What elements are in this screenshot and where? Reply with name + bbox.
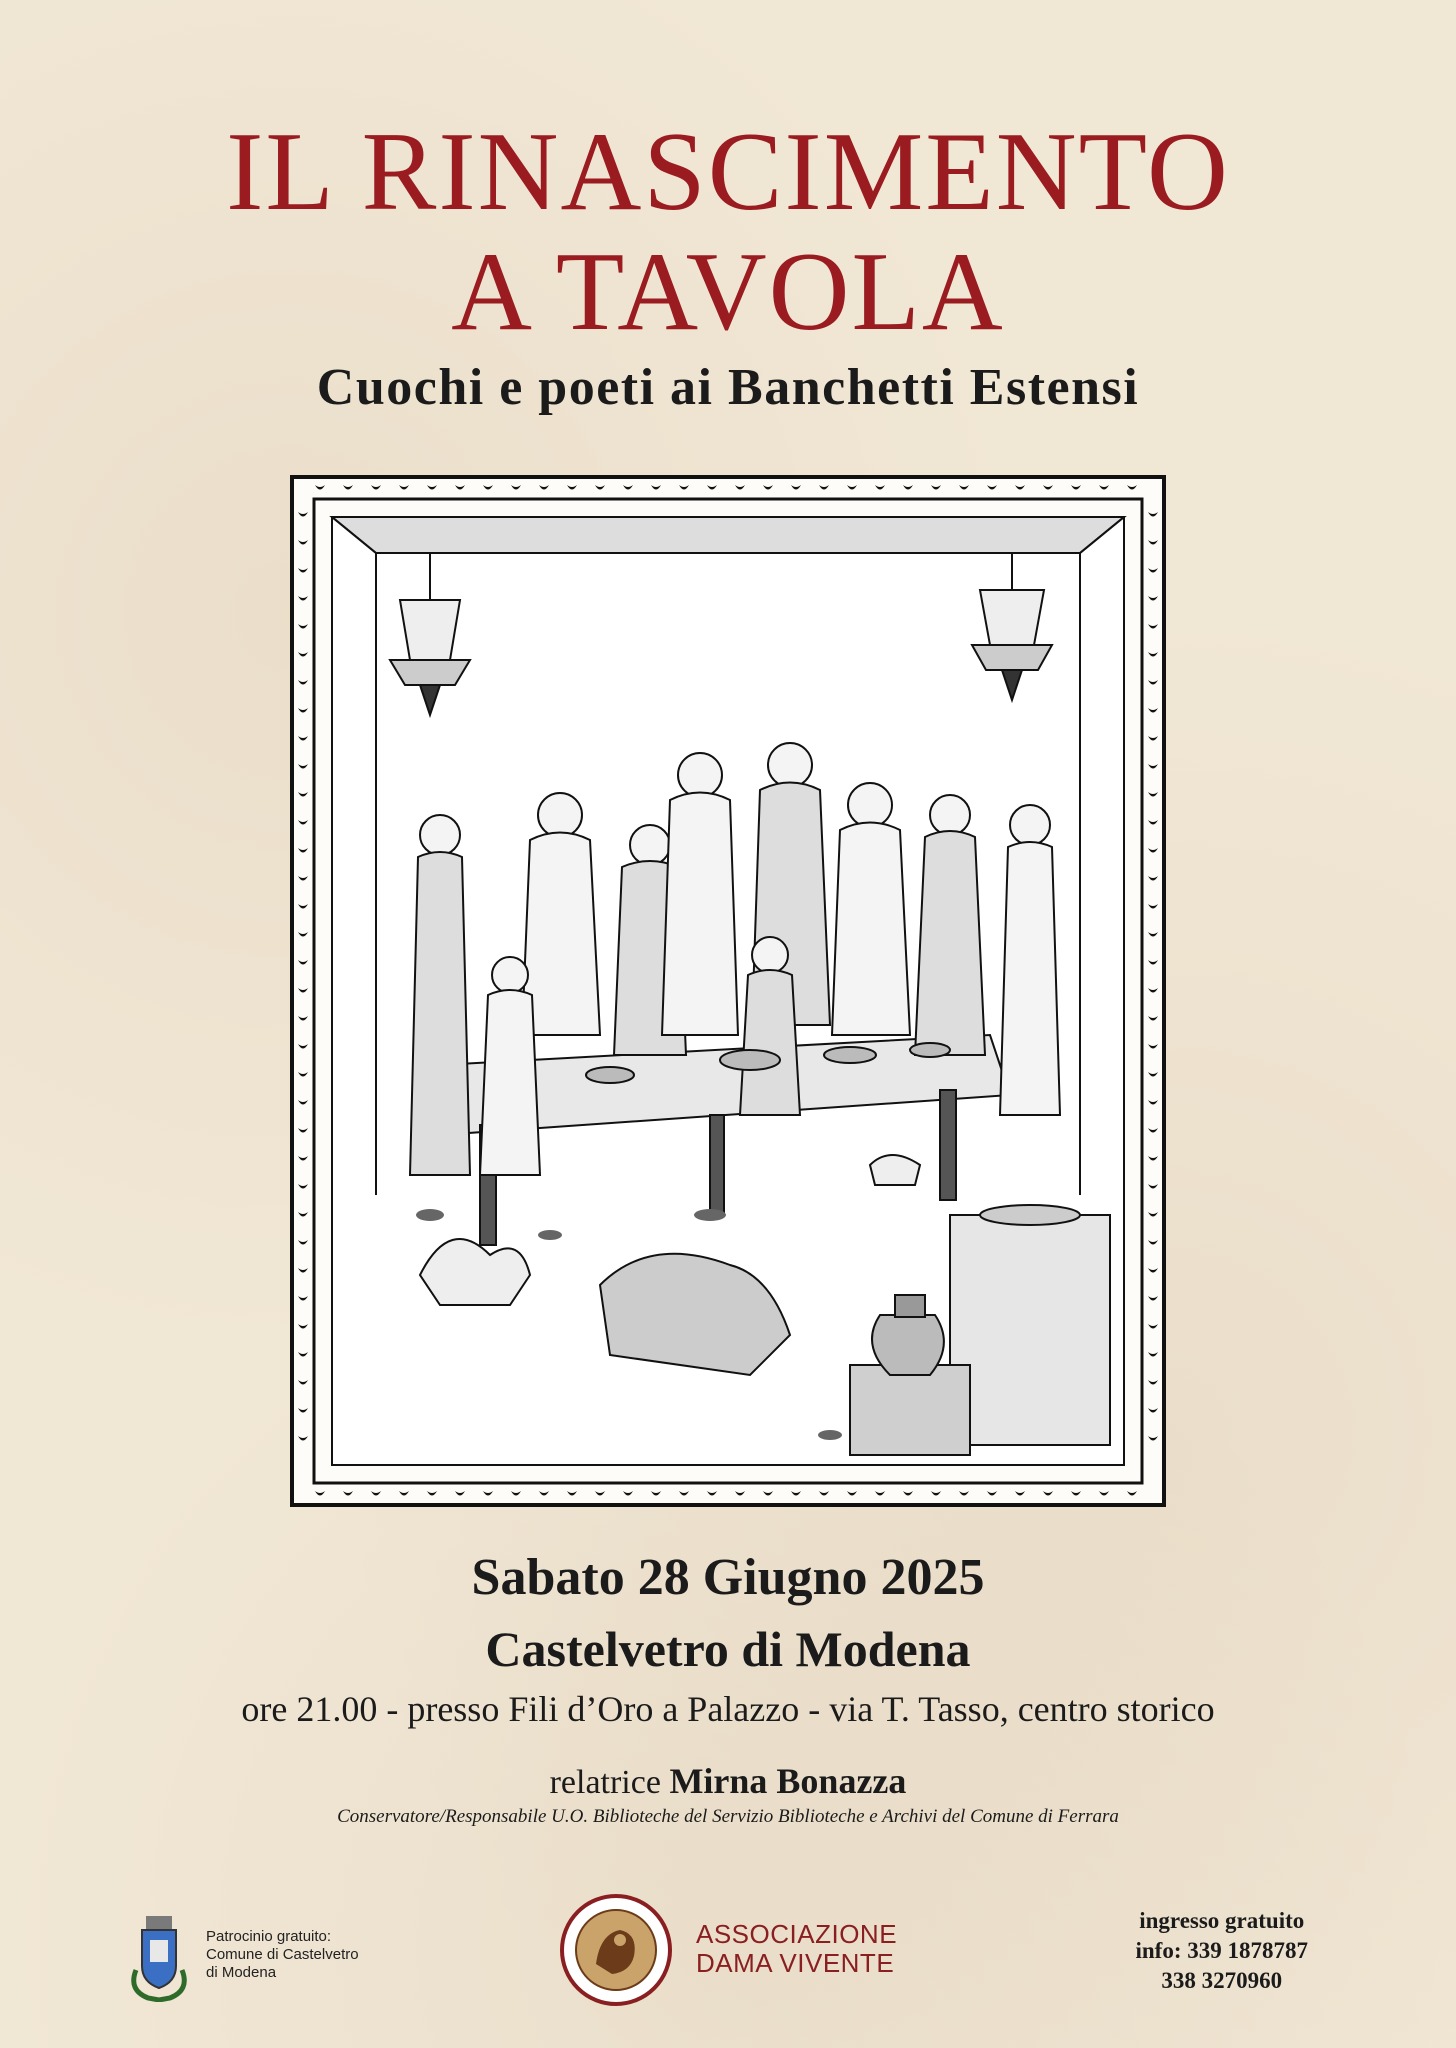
patronage-block (128, 1910, 408, 2002)
speaker-name: Mirna Bonazza (669, 1761, 907, 1801)
association-seal-icon (560, 1894, 672, 2006)
patronage-text (206, 1928, 359, 1982)
patronage-line-3: di Modena (206, 1964, 277, 1981)
title-line-2: A TAVOLA (451, 230, 1005, 354)
association-block (560, 1894, 920, 2004)
title-line-1: IL RINASCIMENTO (226, 110, 1230, 234)
speaker-prefix: relatrice (549, 1764, 661, 1801)
association-line-2: DAMA VIVENTE (696, 1948, 895, 1978)
speaker-role: Conservatore/Responsabile U.O. Biblioteche del Servizio Biblioteche e Archivi del Comune di Ferrara (337, 1806, 1119, 1827)
subtitle: Cuochi e poeti ai Banchetti Estensi (316, 359, 1140, 416)
event-date: Sabato 28 Giugno 2025 (471, 1549, 985, 1606)
event-hours: ore 21.00 - presso Fili d’Oro a Palazzo - via T. Tasso, centro storico (241, 1689, 1215, 1729)
association-line-1: ASSOCIAZIONE (696, 1919, 898, 1949)
contact-block (1136, 1906, 1309, 1996)
speaker (0, 1760, 1456, 1802)
municipal-crest-icon (128, 1910, 190, 2002)
free-entry: ingresso gratuito (1139, 1908, 1305, 1933)
info-phone-2: 338 3270960 (1161, 1968, 1283, 1993)
event-place: Castelvetro di Modena (485, 1621, 971, 1677)
association-name (696, 1920, 897, 1978)
info-phone-1: info: 339 1878787 (1135, 1938, 1308, 1963)
renaissance-banquet-woodcut-icon (290, 475, 1166, 1507)
patronage-line-2: Comune di Castelvetro (206, 1946, 359, 1963)
patronage-line-1: Patrocinio gratuito: (206, 1928, 332, 1945)
